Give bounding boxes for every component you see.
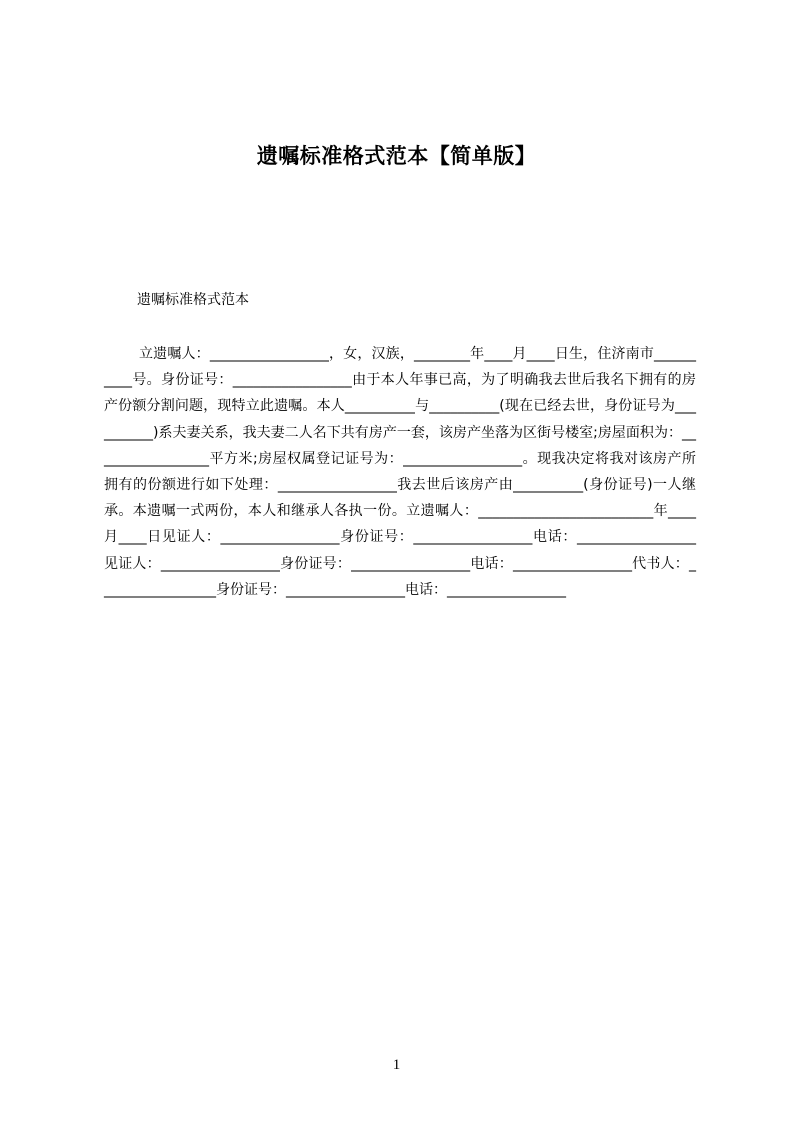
page-number: 1 [392,1057,401,1073]
document-title: 遗嘱标准格式范本【简单版】 [256,144,537,168]
document-subtitle: 遗嘱标准格式范本 [137,292,249,308]
will-body-paragraph: 立遗嘱人：_________________，女，汉族，________年____月____日生，住济南市__________号。身份证号：_________________由于本人年事已高，为了明确我去世后我名下拥有的房产份额分割问题，现特立此遗嘱。本人__________与__________(现在已经去世，身份证号为__________)系夫妻关系，我夫妻二人名下共有房产一套，该房产坐落为区街号楼室;房屋面积为：_________________平方米;房屋权属登记证号为：_________________。现我决定将我对该房产所拥有的份额进行如下处理：_________________我去世后该房产由__________(身份证号)一人继承。本遗嘱一式两份，本人和继承人各执一份。立遗嘱人：_________________________年____月____日见证人：_________________身份证号：_________________电话：_________________见证人：_________________身份证号：_________________电话：_________________代书人：_________________身份证号：_________________电话：_________________ [104,346,696,598]
